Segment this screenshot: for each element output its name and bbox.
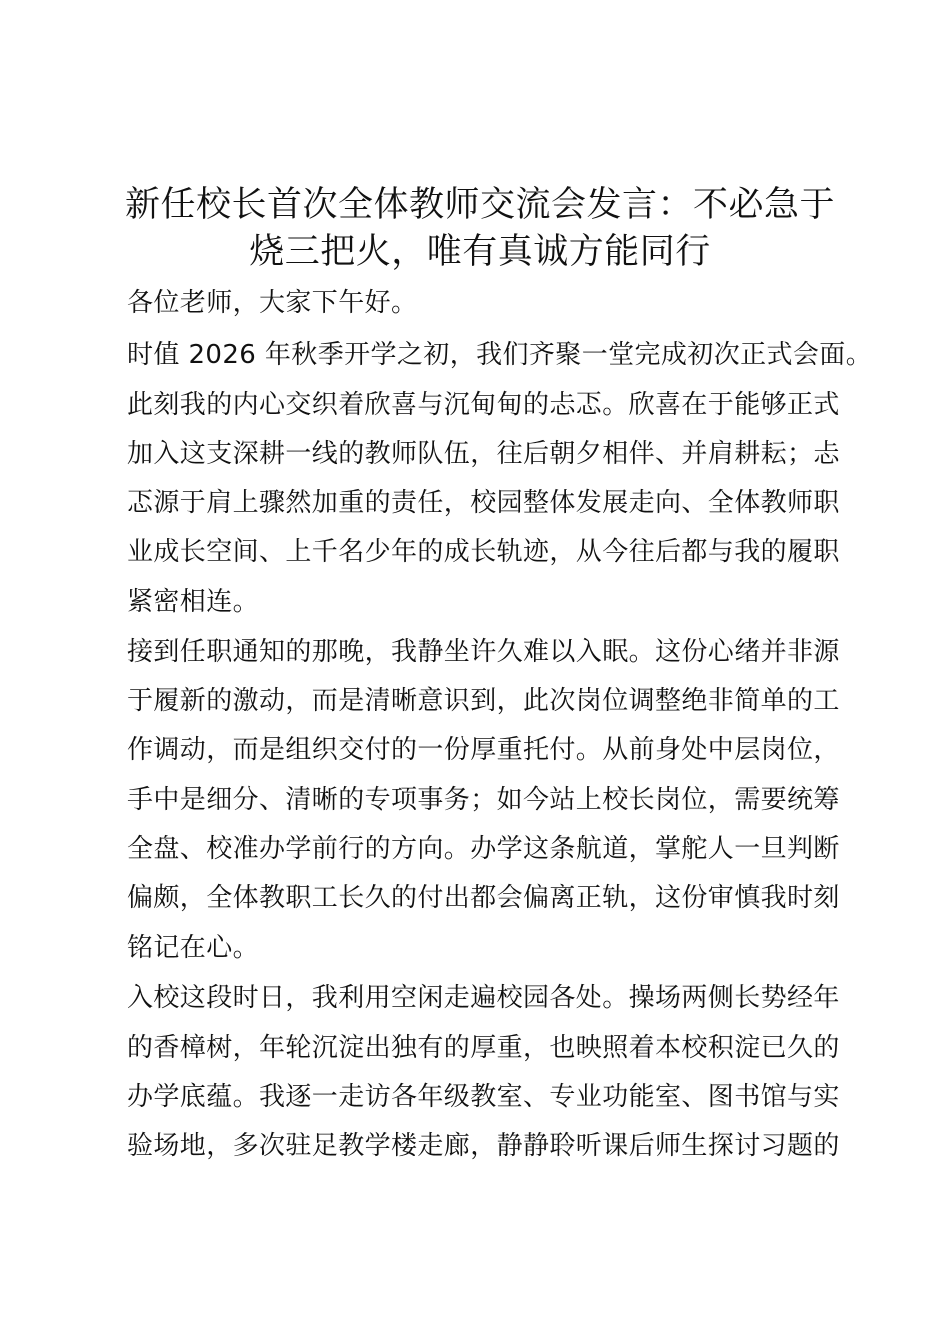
body-line: 各位老师，大家下午好。 <box>127 288 418 318</box>
body-line: 此刻我的内心交织着欣喜与沉甸甸的忐忑。欣喜在于能够正式 <box>127 390 840 420</box>
body-line: 加入这支深耕一线的教师队伍，往后朝夕相伴、并肩耕耘；忐 <box>127 439 840 469</box>
body-line: 偏颇，全体教职工长久的付出都会偏离正轨，这份审慎我时刻 <box>127 883 840 913</box>
body-line: 入校这段时日，我利用空闲走遍校园各处。操场两侧长势经年 <box>127 983 840 1013</box>
body-line: 验场地，多次驻足教学楼走廊，静静聆听课后师生探讨习题的 <box>127 1131 840 1161</box>
body-line: 紧密相连。 <box>127 587 260 617</box>
body-line: 时值 2026 年秋季开学之初，我们齐聚一堂完成初次正式会面。 <box>127 340 873 370</box>
body-line: 接到任职通知的那晚，我静坐许久难以入眠。这份心绪并非源 <box>127 637 840 667</box>
document-title-line-1: 新任校长首次全体教师交流会发言：不必急于 <box>124 185 835 225</box>
body-line: 的香樟树，年轮沉淀出独有的厚重，也映照着本校积淀已久的 <box>127 1033 840 1063</box>
body-line: 于履新的激动，而是清晰意识到，此次岗位调整绝非简单的工 <box>127 686 840 716</box>
body-line: 忑源于肩上骤然加重的责任，校园整体发展走向、全体教师职 <box>127 488 840 518</box>
body-line: 手中是细分、清晰的专项事务；如今站上校长岗位，需要统筹 <box>127 785 840 815</box>
body-line: 全盘、校准办学前行的方向。办学这条航道，掌舵人一旦判断 <box>127 834 840 864</box>
body-line: 业成长空间、上千名少年的成长轨迹，从今往后都与我的履职 <box>127 537 840 567</box>
body-line: 作调动，而是组织交付的一份厚重托付。从前身处中层岗位， <box>127 735 840 765</box>
body-line: 办学底蕴。我逐一走访各年级教室、专业功能室、图书馆与实 <box>127 1082 840 1112</box>
document-title-line-2: 烧三把火，唯有真诚方能同行 <box>249 232 711 272</box>
body-line: 铭记在心。 <box>127 933 260 963</box>
